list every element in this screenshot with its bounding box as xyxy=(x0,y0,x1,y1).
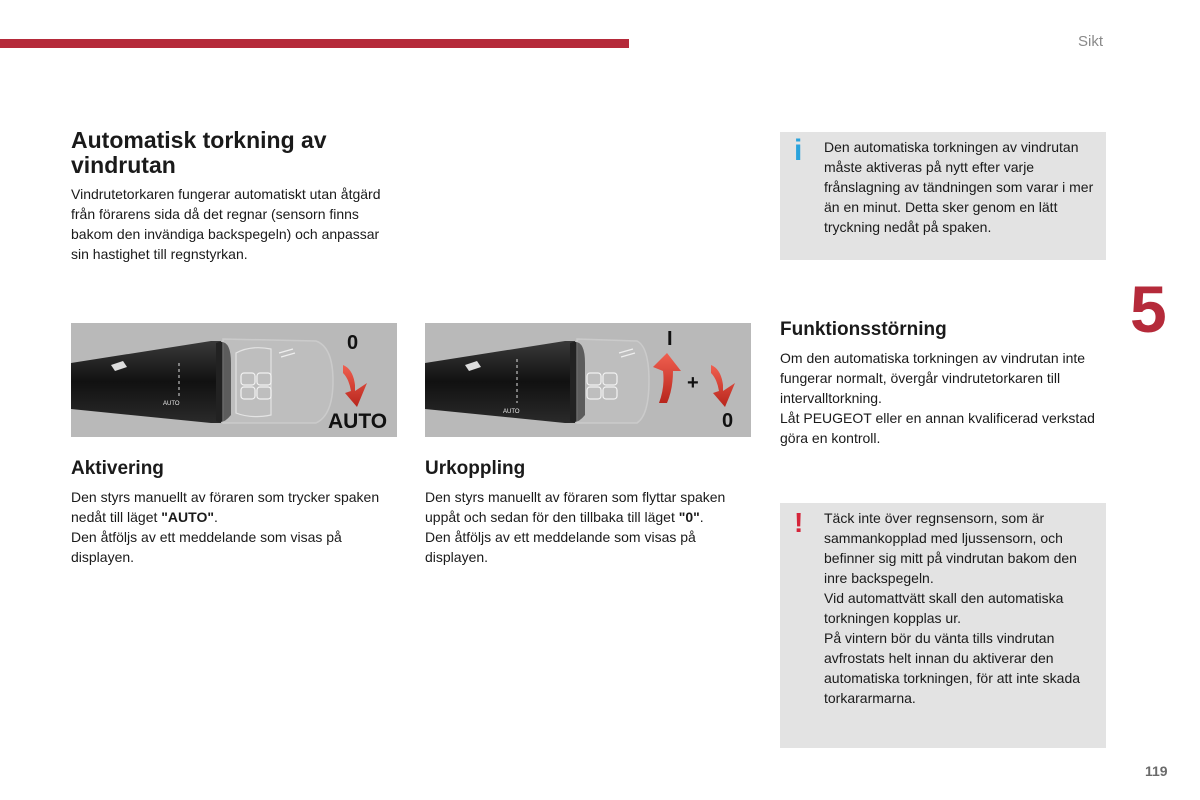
arrow-down-icon xyxy=(343,365,367,407)
deactivation-text: Den styrs manuellt av föraren som flyttar spaken uppåt och sedan för den tillbaka till läget "0". Den åtföljs av ett meddelande som visas på displayen. xyxy=(425,489,726,565)
illustration-activate xyxy=(71,323,397,437)
symbol-auto: AUTO xyxy=(328,410,388,433)
malfunction-text: Om den automatiska torkningen av vindrutan inte fungerar normalt, övergår vindrutetorkaren till intervalltorkning. Låt PEUGEOT eller en annan kvalificerad verkstad göra en kontroll. xyxy=(780,350,1095,446)
header-accent-bar xyxy=(0,39,629,48)
symbol-zero: 0 xyxy=(347,332,359,354)
activation-text: Den styrs manuellt av föraren som trycker spaken nedåt till läget "AUTO". Den åtföljs av ett meddelande som visas på displayen. xyxy=(71,489,380,565)
intro-paragraph: Vindrutetorkaren fungerar automatiskt utan åtgärd från förarens sida då det regnar (sensorn finns bakom den invändiga backspegeln) och anpassar sin hastighet till regnstyrkan. xyxy=(71,186,381,262)
illustration-deactivate xyxy=(425,323,751,437)
stalk-auto-label: AUTO xyxy=(163,401,180,407)
info-icon: i xyxy=(794,134,803,167)
symbol-zero: 0 xyxy=(722,410,734,432)
deactivation-position-label: "0" xyxy=(678,509,700,525)
wiper-stalk xyxy=(71,339,333,423)
section-name: Sikt xyxy=(1078,33,1104,50)
info-box-text: Den automatiska torkningen av vindrutan måste aktiveras på nytt efter varje frånslagning av tändningen som varar i mer än en minut. Detta sker genom en lätt tryckning nedåt på spaken. xyxy=(824,139,1094,235)
deactivation-title: Urkoppling xyxy=(425,458,526,479)
page-number: 119 xyxy=(1145,763,1168,779)
main-title: Automatisk torkning av vindrutan xyxy=(71,127,327,178)
warning-icon: ! xyxy=(794,507,804,538)
stalk-auto-label: AUTO xyxy=(503,409,520,415)
activation-title: Aktivering xyxy=(71,458,164,479)
symbol-one: I xyxy=(667,328,673,350)
wiper-stalk xyxy=(425,339,649,423)
malfunction-title: Funktionsstörning xyxy=(780,319,947,340)
arrow-down-icon xyxy=(711,365,735,407)
arrow-up-icon xyxy=(653,353,681,403)
activation-position-label: "AUTO" xyxy=(161,509,214,525)
warning-box-text: Täck inte över regnsensorn, som är sammankopplad med ljussensorn, och befinner sig mitt på vindrutan bakom den inre backspegeln. Vid automattvätt skall den automatiska torkningen kopplas ur. På vintern bör du vänta tills vindrutan avfrostats helt innan du aktiverar den automatiska torkningen, för att inte skada torkararmarna. xyxy=(824,510,1081,706)
info-box xyxy=(780,132,1106,260)
chapter-number: 5 xyxy=(1130,272,1167,346)
symbol-plus: + xyxy=(687,372,699,394)
warning-box xyxy=(780,503,1106,748)
